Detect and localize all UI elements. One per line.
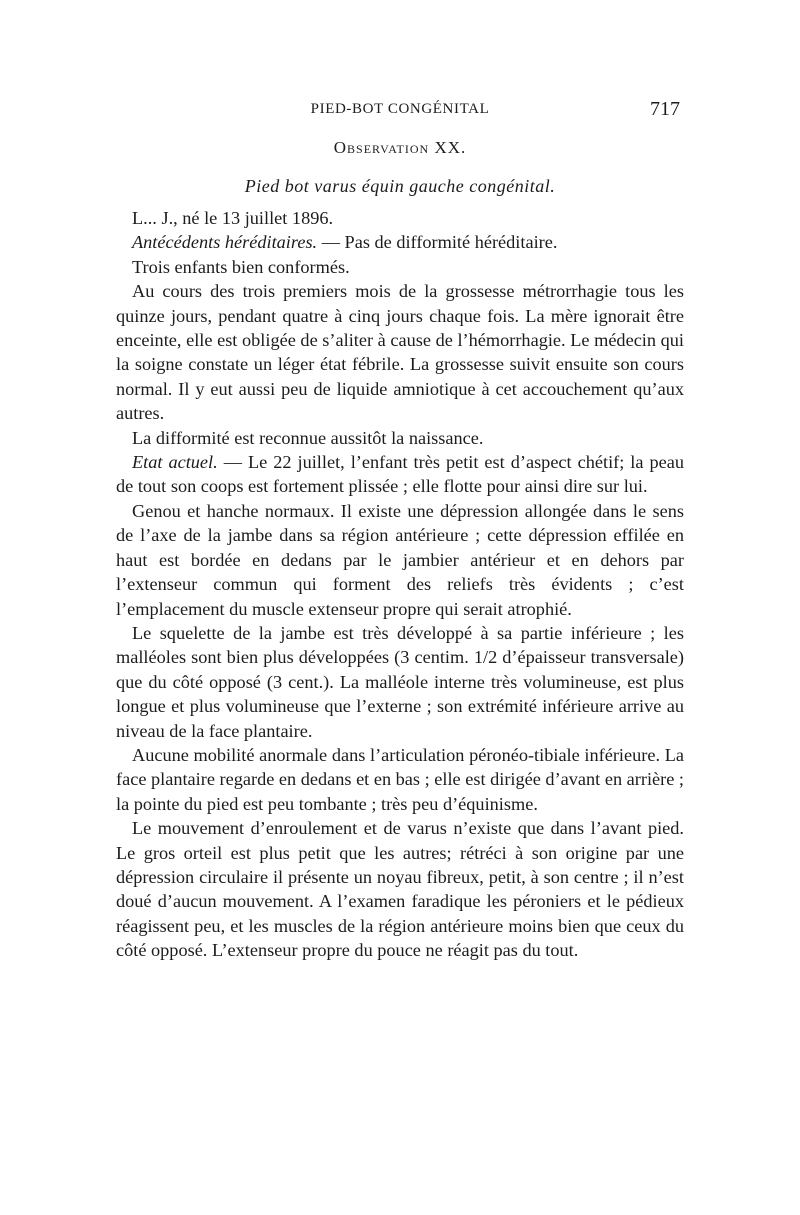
- paragraph-current-state: [116, 450, 684, 499]
- paragraph-text: Genou et hanche normaux. Il existe une dépression allongée dans le sens de l’axe de la jambe dans sa région antérieure ; cette dépression effilée en haut est bordée en dedans par le jambier antérieur et en dehors par l’extenseur commun qui forment des reliefs très évidents ; c’est l’emplacement du muscle extenseur propre qui serait atrophié.: [116, 500, 684, 619]
- paragraph-mobility: [116, 743, 684, 816]
- paragraph-siblings: [116, 255, 684, 279]
- paragraph-text: Aucune mobilité anormale dans l’articulation péronéo-tibiale inférieure. La face plantaire regarde en dedans et en bas ; elle est dirigée d’avant en arrière ; la pointe du pied est peu tombante ; très peu d’équinisme.: [116, 744, 684, 814]
- page-header: [116, 98, 684, 128]
- section-heading: Etat actuel.: [132, 452, 218, 473]
- paragraph-pregnancy: [116, 279, 684, 425]
- paragraph-skeleton: [116, 621, 684, 743]
- body-text: [116, 206, 684, 963]
- paragraph-recognition: [116, 426, 684, 450]
- paragraph-text: L... J., né le 13 juillet 1896.: [132, 208, 334, 228]
- running-head: PIED-BOT CONGÉNITAL: [310, 101, 490, 117]
- observation-label: Observation XX.: [333, 138, 467, 157]
- paragraph-heredity: [116, 230, 684, 254]
- paragraph-text: — Le 22 juillet, l’enfant très petit est d’aspect chétif; la peau de tout son coops est fortement plissée ; elle flotte pour ainsi dire sur lui.: [116, 452, 684, 497]
- observation-heading: [116, 138, 684, 158]
- case-title: Pied bot varus équin gauche congénital.: [244, 176, 556, 196]
- paragraph-knee-hip: [116, 499, 684, 621]
- paragraph-text: Au cours des trois premiers mois de la grossesse métrorrhagie tous les quinze jours, pendant quatre à cinq jours chaque fois. La mère ignorait être enceinte, elle est obligée de s’aliter à cause de l’hémorrhagie. Le médecin qui la soigne constate un léger état fébrile. La grossesse suivit ensuite son cours normal. Il y eut aussi peu de liquide amniotique à cet accouchement qu’aux autres.: [116, 281, 684, 424]
- paragraph-text: Trois enfants bien conformés.: [132, 256, 350, 277]
- paragraph-text: — Pas de difformité héréditaire.: [317, 232, 558, 253]
- paragraph-text: Le squelette de la jambe est très développé à sa partie inférieure ; les malléoles sont bien plus développées (3 centim. 1/2 d’épaisseur transversale) que du côté opposé (3 cent.). La malléole interne très volumineuse, est plus longue et plus volumineuse que l’externe ; son extrémité inférieure arrive au niveau de la face plantaire.: [116, 622, 684, 741]
- section-heading: Antécédents héréditaires.: [132, 232, 318, 253]
- paragraph-text: Le mouvement d’enroulement et de varus n’existe que dans l’avant pied. Le gros orteil est plus petit que les autres; rétréci à son origine par une dépression circulaire il présente un noyau fibreux, petit, à son centre ; il n’est doué d’aucun mouvement. A l’examen faradique les péroniers et le pédieux réagissent peu, et les muscles de la région antérieure moins bien que ceux du côté opposé. L’extenseur propre du pouce ne réagit pas du tout.: [116, 818, 684, 961]
- paragraph-birth: [116, 206, 684, 230]
- paragraph-text: La difformité est reconnue aussitôt la naissance.: [132, 427, 484, 448]
- paragraph-movement: [116, 816, 684, 962]
- page-number: 717: [650, 98, 680, 120]
